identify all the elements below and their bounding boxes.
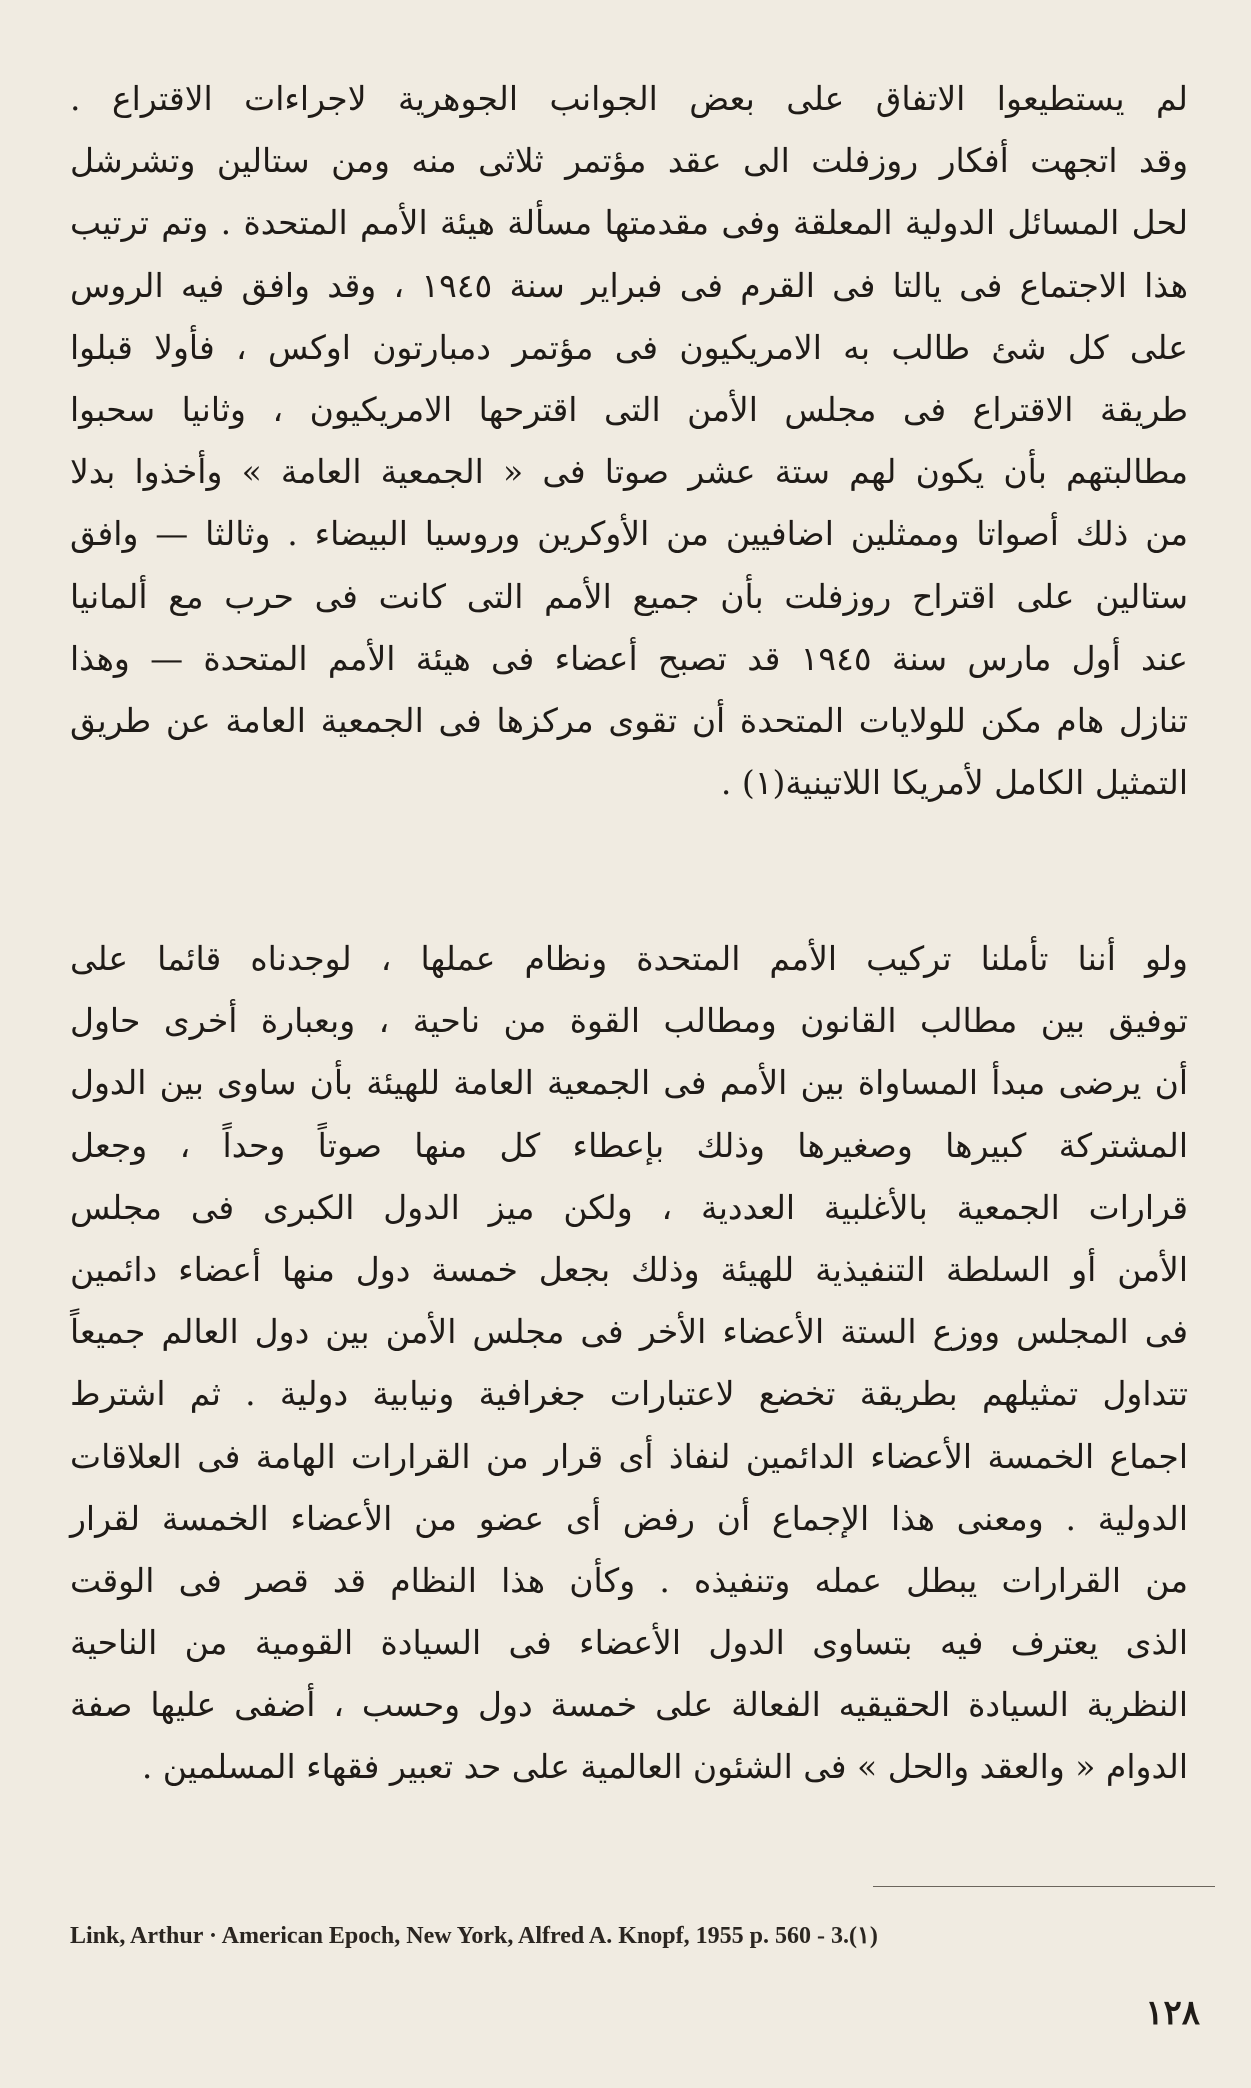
text-line: الدوام « والعقد والحل » فى الشئون العالمية على حد تعبير فقهاء المسلمين . bbox=[141, 1747, 1188, 1787]
text-line: مطالبتهم بأن يكون لهم ستة عشر صوتا فى « الجمعية العامة » وأخذوا بدلا bbox=[70, 452, 1188, 492]
paragraph-1 bbox=[70, 68, 1188, 814]
text-line: من القرارات يبطل عمله وتنفيذه . وكأن هذا النظام قد قصر فى الوقت bbox=[70, 1560, 1188, 1600]
text-line: فى المجلس ووزع الستة الأعضاء الأخر فى مجلس الأمن بين دول العالم جميعاً bbox=[70, 1312, 1188, 1352]
text-line: لم يستطيعوا الاتفاق على بعض الجوانب الجوهرية لاجراءات الاقتراع . bbox=[70, 79, 1188, 118]
text-line: هذا الاجتماع فى يالتا فى القرم فى فبراير سنة ١٩٤٥ ، وقد وافق فيه الروس bbox=[70, 265, 1188, 305]
text-line: الدولية . ومعنى هذا الإجماع أن رفض أى عضو من الأعضاء الخمسة لقرار bbox=[70, 1498, 1188, 1538]
page-number: ١٢٨ bbox=[1145, 1993, 1200, 2033]
text-line: الذى يعترف فيه بتساوى الدول الأعضاء فى السيادة القومية من الناحية bbox=[70, 1623, 1188, 1663]
text-line: الأمن أو السلطة التنفيذية للهيئة وذلك بجعل خمسة دول منها أعضاء دائمين bbox=[70, 1249, 1188, 1289]
text-line: التمثيل الكامل لأمريكا اللاتينية(١) . bbox=[720, 763, 1188, 803]
footnote: Link, Arthur · American Epoch, New York, Alfred A. Knopf, 1955 p. 560 - 3.(١) bbox=[70, 1923, 878, 1949]
text-line: ستالين على اقتراح روزفلت بأن جميع الأمم التى كانت فى حرب مع ألمانيا bbox=[70, 576, 1188, 616]
text-line: قرارات الجمعية بالأغلبية العددية ، ولكن ميز الدول الكبرى فى مجلس bbox=[70, 1187, 1188, 1227]
footnote-divider bbox=[873, 1886, 1215, 1887]
text-line: المشتركة كبيرها وصغيرها وذلك بإعطاء كل منها صوتاً وحداً ، وجعل bbox=[70, 1125, 1188, 1165]
text-line: تتداول تمثيلهم بطريقة تخضع لاعتبارات جغرافية ونيابية دولية . ثم اشترط bbox=[70, 1374, 1188, 1414]
text-line: تنازل هام مكن للولايات المتحدة أن تقوى مركزها فى الجمعية العامة عن طريق bbox=[70, 700, 1188, 740]
text-line: اجماع الخمسة الأعضاء الدائمين لنفاذ أى قرار من القرارات الهامة فى العلاقات bbox=[70, 1436, 1188, 1476]
text-line: توفيق بين مطالب القانون ومطالب القوة من ناحية ، وبعبارة أخرى حاول bbox=[70, 1001, 1188, 1041]
text-line: من ذلك أصواتا وممثلين اضافيين من الأوكرين وروسيا البيضاء . وثالثا — وافق bbox=[70, 514, 1188, 554]
paragraph-2 bbox=[70, 928, 1188, 1799]
text-line: أن يرضى مبدأ المساواة بين الأمم فى الجمعية العامة للهيئة بأن ساوى بين الدول bbox=[70, 1063, 1188, 1103]
text-line: ولو أننا تأملنا تركيب الأمم المتحدة ونظام عملها ، لوجدناه قائما على bbox=[70, 939, 1188, 978]
text-line: طريقة الاقتراع فى مجلس الأمن التى اقترحها الامريكيون ، وثانيا سحبوا bbox=[70, 389, 1188, 429]
text-line: عند أول مارس سنة ١٩٤٥ قد تصبح أعضاء فى هيئة الأمم المتحدة — وهذا bbox=[70, 638, 1188, 678]
text-line: على كل شئ طالب به الامريكيون فى مؤتمر دمبارتون اوكس ، فأولا قبلوا bbox=[70, 327, 1188, 367]
text-line: وقد اتجهت أفكار روزفلت الى عقد مؤتمر ثلاثى منه ومن ستالين وتشرشل bbox=[70, 141, 1188, 181]
text-line: النظرية السيادة الحقيقيه الفعالة على خمسة دول وحسب ، أضفى عليها صفة bbox=[70, 1685, 1188, 1725]
text-line: لحل المسائل الدولية المعلقة وفى مقدمتها مسألة هيئة الأمم المتحدة . وتم ترتيب bbox=[70, 203, 1188, 243]
